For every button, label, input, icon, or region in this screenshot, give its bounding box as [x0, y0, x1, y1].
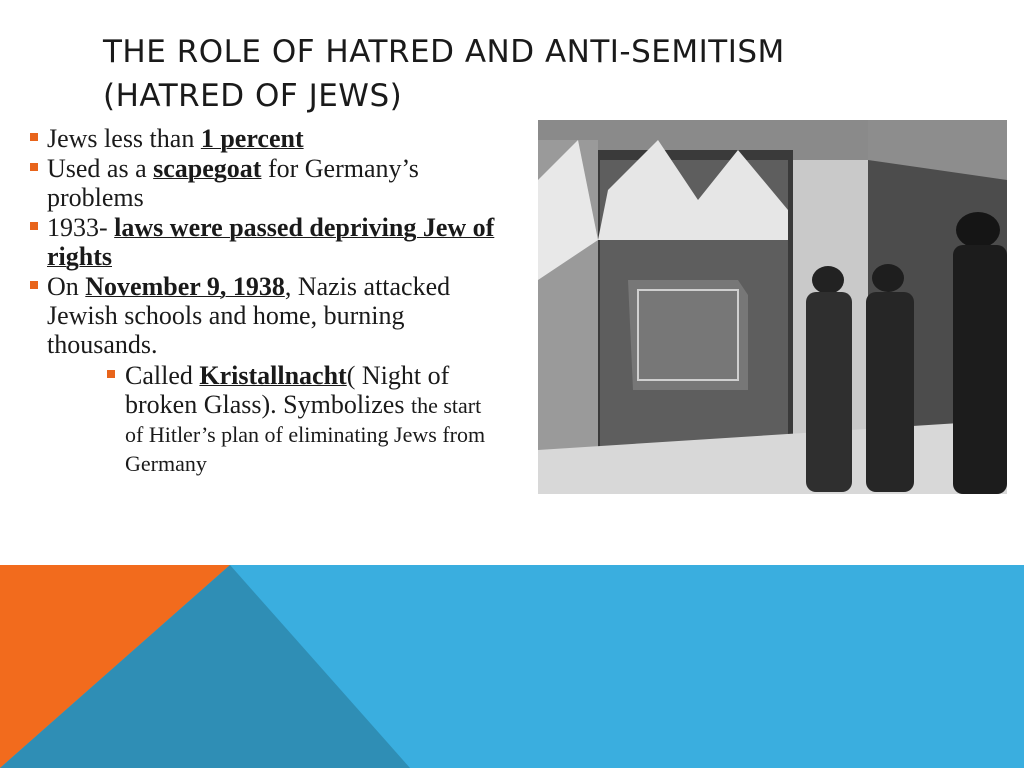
sub-list-item [107, 361, 500, 477]
photo-broken-shop-window [538, 120, 1007, 494]
underlined-term: November 9, 1938 [85, 272, 285, 301]
bullet-text: Used as a [47, 154, 154, 183]
bullet-text: ( Night of broken Glass). Symbolizes [125, 361, 450, 419]
page-title [103, 30, 923, 118]
bullet-text: for Germany’s problems [47, 154, 419, 212]
bullet-text-small: the start of Hitler’s plan of eliminating Jews from Germany [125, 393, 486, 476]
list-item [30, 124, 500, 153]
bullet-text: 1933- [47, 213, 115, 242]
list-item [30, 213, 500, 271]
list-item [30, 272, 500, 359]
bullet-text: Jews less than [47, 124, 201, 153]
bullet-text: Called [125, 361, 200, 390]
underlined-term: Kristallnacht [199, 361, 347, 390]
decorative-footer [0, 565, 1024, 768]
underlined-term: 1 percent [200, 124, 304, 153]
bullet-list [30, 124, 500, 477]
title-line-2: (HATRED OF JEWS) [103, 78, 403, 114]
bullet-text: , Nazis attacked Jewish schools and home, burning thousands. [47, 272, 451, 359]
bullet-text: On [47, 272, 86, 301]
title-line-1: THE ROLE OF HATRED AND ANTI-SEMITISM [103, 34, 785, 70]
underlined-term: scapegoat [153, 154, 262, 183]
list-item [30, 154, 500, 212]
underlined-term: laws were passed depriving Jew of rights [47, 213, 495, 271]
